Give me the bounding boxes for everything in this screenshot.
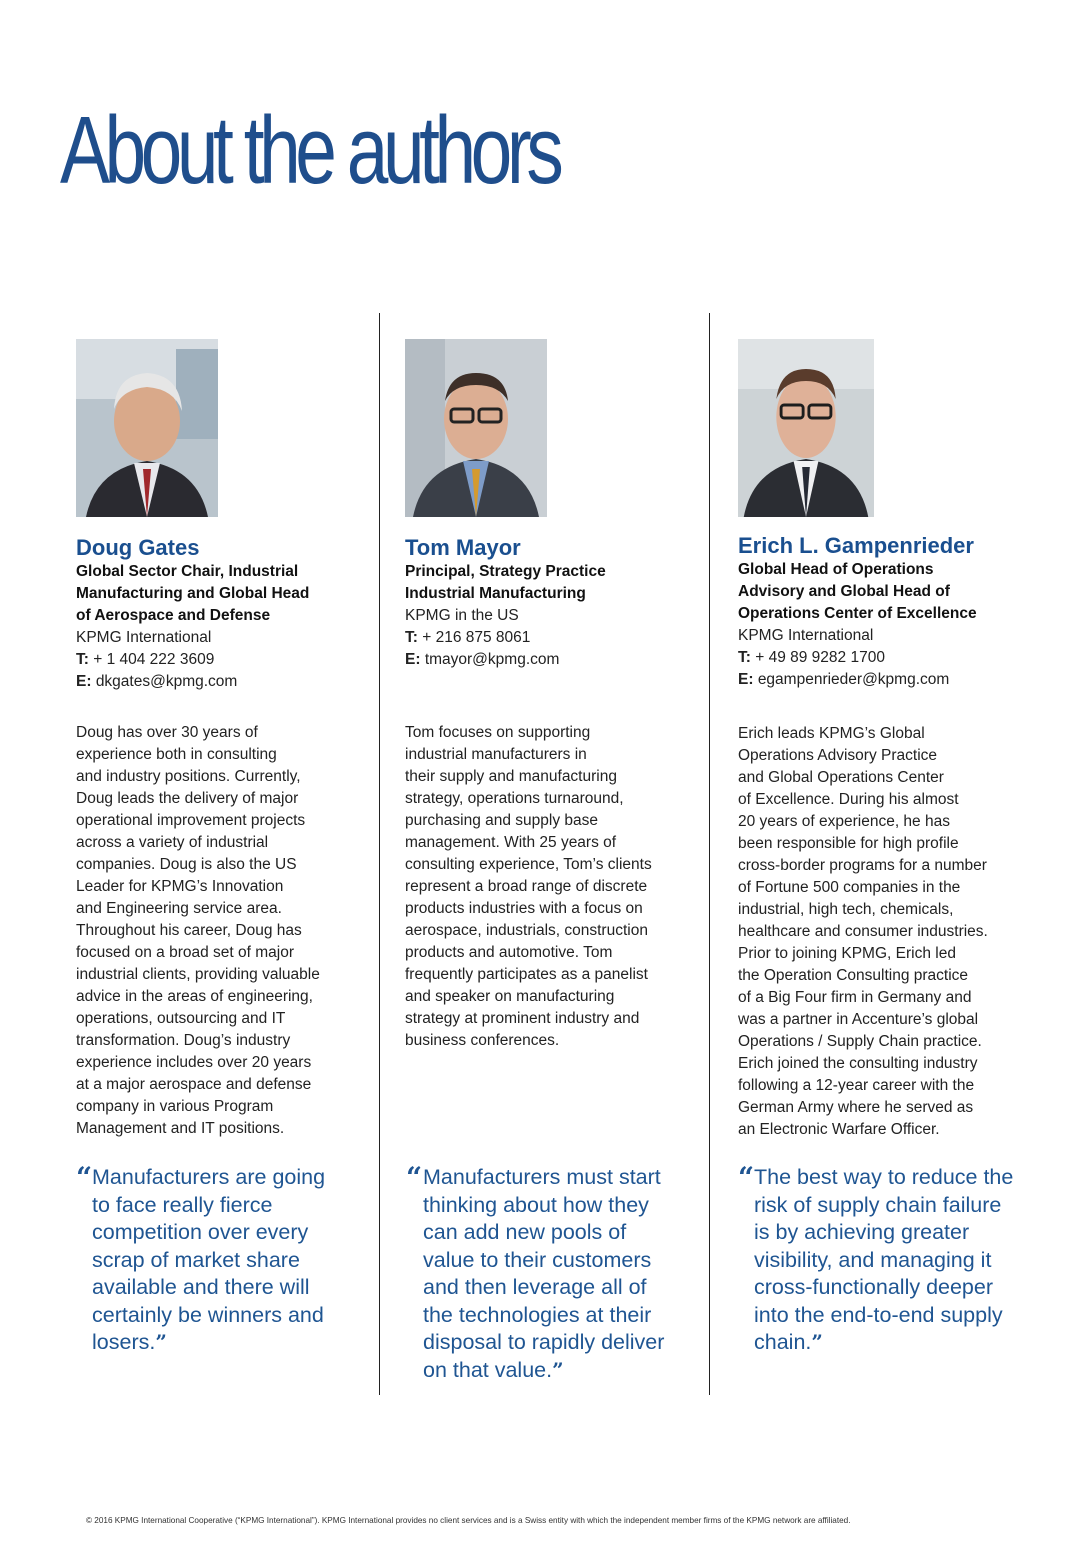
phone-row	[76, 649, 237, 671]
quote-line: cross-functionally deeper	[754, 1275, 994, 1299]
quote-line: the technologies at their	[423, 1302, 652, 1327]
bio-line: and Engineering service area.	[76, 900, 282, 917]
role-line: Global Sector Chair, Industrial	[76, 563, 299, 580]
bio-line: German Army where he served as	[738, 1099, 974, 1116]
author-photo	[76, 339, 218, 517]
bio-line: Tom focuses on supporting	[405, 724, 591, 741]
bio-line: 20 years of experience, he has	[738, 813, 950, 830]
bio-line: of a Big Four firm in Germany and	[738, 989, 972, 1006]
quote-line: visibility, and managing it	[754, 1247, 992, 1272]
author-bio	[76, 722, 320, 1140]
bio-line: experience both in consulting	[76, 746, 277, 763]
phone-label: T:	[76, 651, 89, 668]
email-label: E:	[405, 651, 421, 668]
author-role	[405, 561, 606, 605]
bio-line: Throughout his career, Doug has	[76, 922, 302, 939]
quote-line: scrap of market share	[92, 1247, 300, 1272]
role-line: Industrial Manufacturing	[405, 585, 586, 602]
author-photo	[405, 339, 547, 517]
bio-line: products industries with a focus on	[405, 900, 643, 917]
author-role	[738, 559, 977, 625]
bio-line: advice in the areas of engineering,	[76, 988, 313, 1005]
role-line: Global Head of Operations	[738, 561, 934, 578]
bio-line: an Electronic Warfare Officer.	[738, 1121, 940, 1138]
quote-line: on that value.	[423, 1357, 553, 1382]
bio-line: across a variety of industrial	[76, 834, 269, 851]
email-row	[405, 649, 559, 671]
quote-line-last	[423, 1357, 664, 1385]
email-link[interactable]: tmayor@kpmg.com	[424, 651, 560, 668]
role-line: Manufacturing and Global Head	[76, 585, 310, 602]
column-divider	[379, 313, 380, 1395]
email-label: E:	[76, 673, 92, 690]
page-title: About the authors	[60, 97, 559, 204]
bio-line: business conferences.	[405, 1032, 560, 1049]
quote-line-last	[754, 1329, 1013, 1357]
bio-line: healthcare and consumer industries.	[738, 923, 988, 940]
bio-line: following a 12-year career with the	[738, 1077, 975, 1094]
phone-number: + 49 89 9282 1700	[755, 649, 885, 666]
quote-line: Manufacturers are going	[92, 1165, 326, 1189]
open-quote-mark: “	[738, 1161, 755, 1194]
role-line: of Aerospace and Defense	[76, 607, 271, 624]
bio-line: Erich joined the consulting industry	[738, 1055, 978, 1072]
author-quote	[92, 1164, 325, 1357]
author-contact	[738, 625, 949, 691]
bio-line: their supply and manufacturing	[405, 768, 617, 785]
author-name: Doug Gates	[76, 535, 200, 560]
bio-line: and Global Operations Center	[738, 769, 944, 786]
email-link[interactable]: dkgates@kpmg.com	[95, 673, 238, 690]
bio-line: management. With 25 years of	[405, 834, 617, 851]
bio-line: was a partner in Accenture’s global	[738, 1011, 979, 1028]
bio-line: industrial clients, providing valuable	[76, 966, 320, 983]
bio-line: Operations / Supply Chain practice.	[738, 1033, 982, 1050]
bio-line: operations, outsourcing and IT	[76, 1010, 286, 1027]
quote-line: thinking about how they	[423, 1192, 649, 1217]
bio-line: operational improvement projects	[76, 812, 306, 829]
bio-line: consulting experience, Tom’s clients	[405, 856, 652, 873]
quote-line-last	[92, 1329, 325, 1357]
bio-line: company in various Program	[76, 1098, 274, 1115]
quote-line: Manufacturers must start	[423, 1165, 661, 1189]
open-quote-mark: “	[406, 1161, 423, 1194]
author-name: Erich L. Gampenrieder	[738, 533, 974, 558]
quote-line: risk of supply chain failure	[754, 1192, 1002, 1217]
author-role	[76, 561, 309, 627]
phone-row	[405, 627, 559, 649]
quote-line: into the end-to-end supply	[754, 1302, 1003, 1327]
bio-line: frequently participates as a panelist	[405, 966, 648, 983]
email-row	[76, 671, 237, 693]
bio-line: experience includes over 20 years	[76, 1054, 312, 1071]
author-contact	[76, 627, 237, 693]
close-quote-mark: ”	[811, 1330, 823, 1354]
author-bio	[405, 722, 652, 1052]
quote-line: can add new pools of	[423, 1220, 627, 1244]
quote-line: and then leverage all of	[423, 1275, 647, 1299]
author-quote	[754, 1164, 1013, 1357]
quote-line: value to their customers	[423, 1247, 652, 1272]
bio-line: industrial, high tech, chemicals,	[738, 901, 954, 918]
quote-line: certainly be winners and	[92, 1302, 324, 1327]
phone-number: + 216 875 8061	[422, 629, 531, 646]
bio-line: of Excellence. During his almost	[738, 791, 959, 808]
author-org: KPMG in the US	[405, 607, 519, 624]
quote-line: losers.	[92, 1330, 156, 1354]
role-line: Advisory and Global Head of	[738, 583, 950, 600]
bio-line: represent a broad range of discrete	[405, 878, 648, 895]
bio-line: transformation. Doug’s industry	[76, 1032, 291, 1049]
quote-line: to face really fierce	[92, 1192, 273, 1217]
bio-line: purchasing and supply base	[405, 812, 599, 829]
bio-line: cross-border programs for a number	[738, 857, 987, 874]
email-link[interactable]: egampenrieder@kpmg.com	[757, 671, 950, 688]
author-contact	[405, 605, 559, 671]
open-quote-mark: “	[76, 1161, 93, 1194]
copyright-footer: © 2016 KPMG International Cooperative (“KPMG International”). KPMG International provides no client services and is a Swiss entity with which the independent member firms of the KPMG network are affiliated.	[86, 1516, 851, 1525]
bio-line: at a major aerospace and defense	[76, 1076, 312, 1093]
bio-line: strategy at prominent industry and	[405, 1010, 640, 1027]
quote-line: chain.	[754, 1330, 812, 1354]
bio-line: companies. Doug is also the US	[76, 856, 297, 873]
quote-line: competition over every	[92, 1220, 309, 1244]
bio-line: strategy, operations turnaround,	[405, 790, 624, 807]
close-quote-mark: ”	[552, 1357, 564, 1382]
phone-row	[738, 647, 949, 669]
phone-label: T:	[405, 629, 418, 646]
author-name: Tom Mayor	[405, 535, 521, 560]
quote-line: The best way to reduce the	[754, 1165, 1014, 1189]
author-quote	[423, 1164, 664, 1384]
bio-line: Doug has over 30 years of	[76, 724, 258, 741]
role-line: Operations Center of Excellence	[738, 605, 977, 622]
quote-line: available and there will	[92, 1275, 310, 1299]
bio-line: industrial manufacturers in	[405, 746, 587, 763]
bio-line: Management and IT positions.	[76, 1120, 285, 1137]
phone-number: + 1 404 222 3609	[93, 651, 215, 668]
quote-line: is by achieving greater	[754, 1220, 970, 1244]
column-divider	[709, 313, 710, 1395]
phone-label: T:	[738, 649, 751, 666]
bio-line: and speaker on manufacturing	[405, 988, 615, 1005]
bio-line: Doug leads the delivery of major	[76, 790, 299, 807]
bio-line: focused on a broad set of major	[76, 944, 294, 961]
bio-line: aerospace, industrials, construction	[405, 922, 648, 939]
close-quote-mark: ”	[155, 1330, 167, 1354]
author-photo	[738, 339, 874, 517]
bio-line: Prior to joining KPMG, Erich led	[738, 945, 956, 962]
email-label: E:	[738, 671, 754, 688]
bio-line: Leader for KPMG’s Innovation	[76, 878, 284, 895]
quote-line: disposal to rapidly deliver	[423, 1330, 665, 1354]
bio-line: Erich leads KPMG’s Global	[738, 725, 925, 742]
role-line: Principal, Strategy Practice	[405, 563, 606, 580]
bio-line: products and automotive. Tom	[405, 944, 613, 961]
author-org: KPMG International	[738, 627, 874, 644]
author-bio	[738, 723, 988, 1141]
bio-line: been responsible for high profile	[738, 835, 959, 852]
bio-line: Operations Advisory Practice	[738, 747, 938, 764]
email-row	[738, 669, 949, 691]
bio-line: and industry positions. Currently,	[76, 768, 301, 785]
bio-line: the Operation Consulting practice	[738, 967, 969, 984]
bio-line: of Fortune 500 companies in the	[738, 879, 961, 896]
author-org: KPMG International	[76, 629, 212, 646]
